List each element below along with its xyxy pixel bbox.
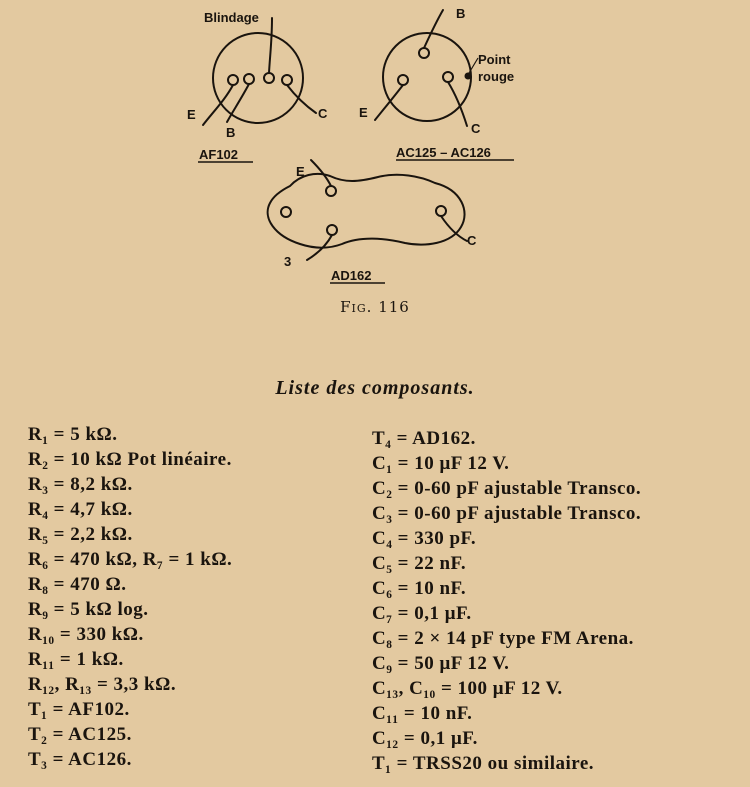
- figure-caption-number: 116: [378, 298, 410, 316]
- ac125-dot-label-2: rouge: [478, 69, 515, 84]
- ac125-dot-label-1: Point: [478, 52, 511, 67]
- list-item: C₇ = 0,1 μF.: [372, 603, 472, 624]
- list-item: R₄ = 4,7 kΩ.: [28, 499, 133, 520]
- list-item: T₃ = AC126.: [28, 749, 132, 770]
- red-dot-marker: [465, 73, 472, 80]
- ad162-name: AD162: [331, 268, 372, 283]
- ac125-collector-label: C: [471, 121, 481, 136]
- af102-base-label: B: [226, 125, 236, 140]
- list-item: R₈ = 470 Ω.: [28, 574, 127, 595]
- list-item: T₂ = AC125.: [28, 724, 132, 745]
- list-item: C₂ = 0-60 pF ajustable Transco.: [372, 478, 642, 499]
- list-item: R₂ = 10 kΩ Pot linéaire.: [28, 449, 232, 470]
- list-item: R₁₁ = 1 kΩ.: [28, 649, 124, 670]
- list-item: C₆ = 10 nF.: [372, 578, 467, 599]
- list-item: R₃ = 8,2 kΩ.: [28, 474, 133, 495]
- list-item: R₁ = 5 kΩ.: [28, 424, 118, 445]
- list-item: T₁ = AF102.: [28, 699, 130, 720]
- figure-caption-prefix: Fig.: [340, 298, 373, 316]
- transistor-pinout-figure: [0, 0, 750, 300]
- list-item: C₅ = 22 nF.: [372, 553, 467, 574]
- list-item: C₉ = 50 μF 12 V.: [372, 653, 510, 674]
- ac125-outline: [375, 10, 471, 126]
- list-item: R₉ = 5 kΩ log.: [28, 599, 149, 620]
- list-item: T₄ = AD162.: [372, 428, 476, 449]
- list-item: C₃ = 0-60 pF ajustable Transco.: [372, 503, 642, 524]
- list-item: R₁₂, R₁₃ = 3,3 kΩ.: [28, 674, 177, 695]
- af102-emitter-label: E: [187, 107, 196, 122]
- af102-outline: [203, 18, 316, 125]
- list-item: R₅ = 2,2 kΩ.: [28, 524, 133, 545]
- list-item: R₆ = 470 kΩ, R₇ = 1 kΩ.: [28, 549, 233, 570]
- list-item: R₁₀ = 330 kΩ.: [28, 624, 144, 645]
- component-list-title: Liste des composants.: [275, 377, 475, 399]
- list-item: C₁₂ = 0,1 μF.: [372, 728, 478, 749]
- list-item: T₁ = TRSS20 ou similaire.: [372, 753, 595, 774]
- list-item: C₁₃, C₁₀ = 100 μF 12 V.: [372, 678, 563, 699]
- ad162-collector-label: C: [467, 233, 477, 248]
- list-item: C₄ = 330 pF.: [372, 528, 477, 549]
- ac125-base-label: B: [456, 6, 466, 21]
- ac125-name: AC125 – AC126: [396, 145, 491, 160]
- ad162-base-label: 3: [284, 254, 292, 269]
- af102-shield-label: Blindage: [204, 10, 259, 25]
- af102-name: AF102: [199, 147, 239, 162]
- list-item: C₁ = 10 μF 12 V.: [372, 453, 510, 474]
- list-item: C₈ = 2 × 14 pF type FM Arena.: [372, 628, 634, 649]
- figure-caption: [0, 298, 750, 316]
- ad162-emitter-label: E: [296, 164, 305, 179]
- list-item: C₁₁ = 10 nF.: [372, 703, 473, 724]
- af102-collector-label: C: [318, 106, 328, 121]
- ac125-emitter-label: E: [359, 105, 368, 120]
